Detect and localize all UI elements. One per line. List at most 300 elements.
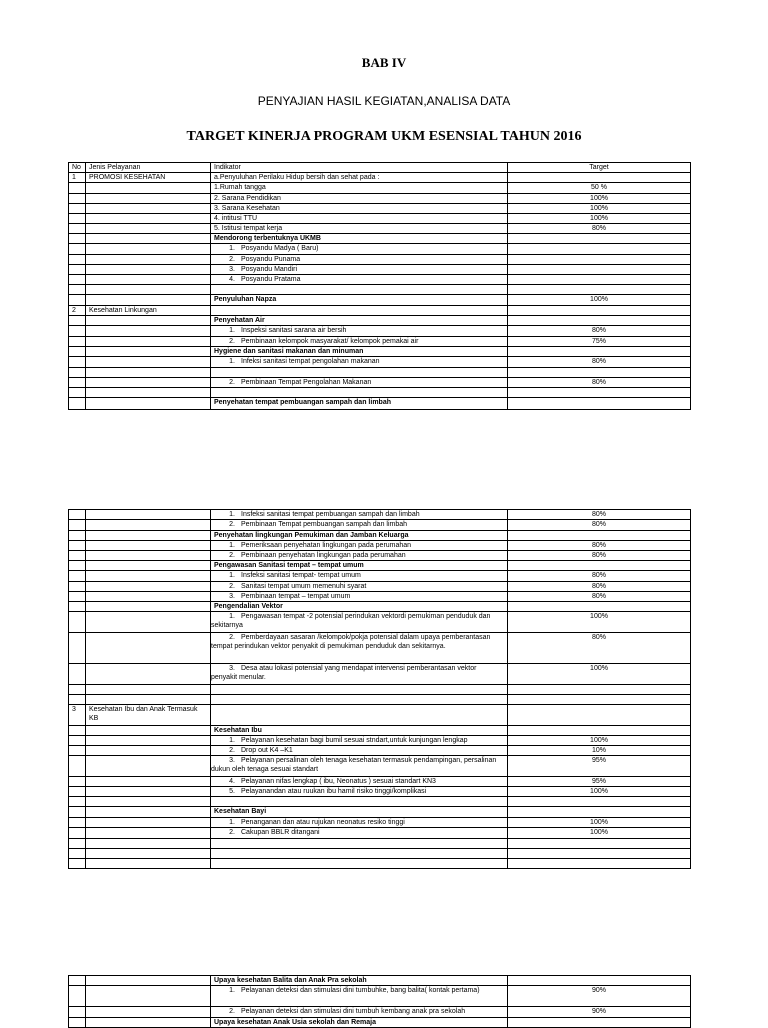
cell-indikator [211, 265, 508, 275]
cell-no [69, 337, 86, 347]
cell-indikator [211, 357, 508, 368]
cell-target: 95% [508, 756, 691, 777]
list-number: 1. [229, 819, 235, 826]
cell-target [508, 797, 691, 807]
cell-indikator: Penyehatan tempat pembuangan sampah dan limbah [211, 398, 508, 410]
cell-indikator [211, 859, 508, 869]
cell-jenis-pelayanan [86, 234, 211, 244]
table-row [69, 551, 691, 561]
list-text: Pemberdayaan sasaran /kelompok/pokja potensial dalam upaya pemberantasan tempat perindukan vektor penyakit di pemukiman penduduk dan sekitarnya. [211, 634, 491, 650]
cell-target [508, 726, 691, 736]
cell-target: 10% [508, 746, 691, 756]
table-row [69, 173, 691, 183]
cell-jenis-pelayanan [86, 756, 211, 777]
list-text: Pelayanandan atau ruukan ibu hamil risiko tinggi/komplikasi [241, 788, 427, 795]
cell-no [69, 204, 86, 214]
table-row [69, 265, 691, 275]
cell-jenis-pelayanan [86, 347, 211, 357]
cell-no [69, 520, 86, 531]
cell-no [69, 976, 86, 986]
cell-indikator [211, 664, 508, 685]
cell-no [69, 1007, 86, 1018]
cell-indikator [211, 736, 508, 746]
cell-jenis-pelayanan [86, 183, 211, 194]
cell-indikator: Pengawasan Sanitasi tempat – tempat umum [211, 561, 508, 571]
cell-jenis-pelayanan [86, 520, 211, 531]
cell-indikator: Kesehatan Ibu [211, 726, 508, 736]
list-text: Pelayanan nifas lengkap ( ibu, Neonatus ) sesuai standart KN3 [241, 778, 436, 785]
cell-indikator [211, 756, 508, 777]
cell-target: 100% [508, 204, 691, 214]
cell-no [69, 285, 86, 295]
cell-indikator [211, 244, 508, 255]
cell-no [69, 275, 86, 285]
cell-target: 80% [508, 326, 691, 337]
cell-target [508, 285, 691, 295]
list-number: 2. [229, 521, 235, 528]
cell-no [69, 357, 86, 368]
list-number: 1. [229, 245, 235, 252]
cell-jenis-pelayanan [86, 986, 211, 1007]
table-row [69, 337, 691, 347]
cell-indikator [211, 582, 508, 592]
cell-target [508, 839, 691, 849]
table-row [69, 705, 691, 726]
cell-target [508, 347, 691, 357]
cell-jenis-pelayanan [86, 571, 211, 582]
table-row [69, 726, 691, 736]
list-text: Pembinaan kelompok masyarakat/ kelompok pemakai air [241, 338, 419, 345]
cell-jenis-pelayanan [86, 664, 211, 685]
cell-jenis-pelayanan [86, 337, 211, 347]
cell-jenis-pelayanan [86, 194, 211, 204]
cell-indikator [211, 787, 508, 797]
list-text: Cakupan BBLR ditangani [241, 829, 320, 836]
cell-no [69, 295, 86, 306]
cell-jenis-pelayanan [86, 398, 211, 410]
cell-no [69, 746, 86, 756]
cell-target: 80% [508, 520, 691, 531]
cell-no [69, 561, 86, 571]
table-row [69, 244, 691, 255]
table-row [69, 541, 691, 551]
section-subtitle: PENYAJIAN HASIL KEGIATAN,ANALISA DATA [257, 94, 511, 108]
table-row [69, 787, 691, 797]
cell-jenis-pelayanan [86, 378, 211, 388]
cell-target: 80% [508, 571, 691, 582]
header-jenis-pelayanan: Jenis Pelayanan [86, 163, 211, 173]
table-row [69, 347, 691, 357]
cell-no [69, 602, 86, 612]
list-text: Sanitasi tempat umum memenuhi syarat [241, 583, 367, 590]
list-number: 2. [229, 256, 235, 263]
cell-jenis-pelayanan [86, 976, 211, 986]
cell-no [69, 756, 86, 777]
table-row [69, 839, 691, 849]
cell-indikator [211, 797, 508, 807]
table-row [69, 612, 691, 633]
table-row [69, 510, 691, 520]
cell-indikator: Hygiene dan sanitasi makanan dan minuman [211, 347, 508, 357]
list-text: Pemeriksaan penyehatan lingkungan pada perumahan [241, 542, 412, 549]
cell-indikator: Mendorong terbentuknya UKMB [211, 234, 508, 244]
cell-no [69, 726, 86, 736]
cell-indikator: Pengendalian Vektor [211, 602, 508, 612]
table-row [69, 357, 691, 368]
cell-target: 100% [508, 214, 691, 224]
cell-jenis-pelayanan [86, 275, 211, 285]
cell-target: 100% [508, 818, 691, 828]
cell-indikator [211, 777, 508, 787]
list-number: 1. [229, 737, 235, 744]
cell-no [69, 551, 86, 561]
cell-jenis-pelayanan [86, 797, 211, 807]
table-row [69, 818, 691, 828]
cell-indikator [211, 306, 508, 316]
cell-target: 100% [508, 295, 691, 306]
cell-no: 3 [69, 705, 86, 726]
cell-target [508, 255, 691, 265]
cell-indikator [211, 705, 508, 726]
list-text: Pelayanan deteksi dan stimulasi dini tumbuh kembang anak pra sekolah [241, 1008, 466, 1015]
cell-indikator [211, 368, 508, 378]
cell-target [508, 306, 691, 316]
cell-indikator: Penyuluhan Napza [211, 295, 508, 306]
list-number: 3. [229, 665, 235, 672]
cell-jenis-pelayanan [86, 244, 211, 255]
cell-no [69, 736, 86, 746]
cell-jenis-pelayanan [86, 685, 211, 695]
cell-target [508, 685, 691, 695]
cell-indikator [211, 378, 508, 388]
list-number: 1. [229, 572, 235, 579]
cell-indikator [211, 839, 508, 849]
target-table-part-1 [68, 162, 691, 410]
cell-target [508, 234, 691, 244]
table-row [69, 685, 691, 695]
table-row [69, 828, 691, 839]
list-number: 5. [229, 788, 235, 795]
header-indikator: Indikator [211, 163, 508, 173]
cell-indikator: Upaya kesehatan Balita dan Anak Pra sekolah [211, 976, 508, 986]
cell-target [508, 705, 691, 726]
cell-target [508, 173, 691, 183]
cell-target [508, 531, 691, 541]
table-row [69, 306, 691, 316]
cell-target: 100% [508, 664, 691, 685]
cell-indikator [211, 818, 508, 828]
cell-jenis-pelayanan [86, 818, 211, 828]
cell-indikator [211, 571, 508, 582]
cell-jenis-pelayanan: Kesehatan Ibu dan Anak Termasuk KB [86, 705, 211, 726]
table-row [69, 664, 691, 685]
table-row [69, 194, 691, 204]
cell-no [69, 777, 86, 787]
cell-target: 80% [508, 510, 691, 520]
table-row [69, 807, 691, 818]
cell-jenis-pelayanan: Kesehatan Linkungan [86, 306, 211, 316]
cell-target [508, 388, 691, 398]
table-row [69, 986, 691, 1007]
table-row [69, 388, 691, 398]
cell-jenis-pelayanan [86, 368, 211, 378]
cell-no [69, 214, 86, 224]
cell-indikator: 3. Sarana Kesehatan [211, 204, 508, 214]
table-row [69, 285, 691, 295]
cell-indikator [211, 612, 508, 633]
table-row [69, 520, 691, 531]
list-number: 1. [229, 613, 235, 620]
header-no: No [69, 163, 86, 173]
cell-no [69, 1018, 86, 1028]
cell-indikator [211, 685, 508, 695]
cell-no: 1 [69, 173, 86, 183]
cell-target: 100% [508, 612, 691, 633]
cell-target: 90% [508, 1007, 691, 1018]
cell-no [69, 265, 86, 275]
cell-no [69, 183, 86, 194]
cell-no [69, 612, 86, 633]
table-row [69, 326, 691, 337]
cell-target [508, 859, 691, 869]
table-row [69, 849, 691, 859]
cell-jenis-pelayanan [86, 316, 211, 326]
cell-indikator: 2. Sarana Pendidikan [211, 194, 508, 204]
list-text: Posyandu Mandiri [241, 266, 298, 273]
cell-jenis-pelayanan [86, 510, 211, 520]
cell-indikator: Penyehatan Air [211, 316, 508, 326]
table-header-row [69, 163, 691, 173]
cell-no [69, 797, 86, 807]
table-row [69, 531, 691, 541]
chapter-heading: BAB IV [361, 55, 407, 70]
cell-no [69, 316, 86, 326]
cell-jenis-pelayanan [86, 777, 211, 787]
list-text: Desa atau lokasi potensial yang mendapat intervensi pemberantasan vektor penyakit menular. [211, 665, 477, 681]
cell-indikator [211, 326, 508, 337]
list-text: Drop out K4 –K1 [241, 747, 293, 754]
cell-jenis-pelayanan [86, 561, 211, 571]
cell-jenis-pelayanan [86, 551, 211, 561]
cell-no [69, 378, 86, 388]
cell-jenis-pelayanan [86, 255, 211, 265]
table-row [69, 746, 691, 756]
table-row [69, 224, 691, 234]
list-number: 1. [229, 542, 235, 549]
cell-indikator [211, 633, 508, 664]
table-row [69, 214, 691, 224]
cell-jenis-pelayanan [86, 633, 211, 664]
cell-no [69, 571, 86, 582]
cell-jenis-pelayanan [86, 541, 211, 551]
cell-indikator [211, 255, 508, 265]
table-row [69, 1018, 691, 1028]
cell-no [69, 807, 86, 818]
table-row [69, 571, 691, 582]
cell-jenis-pelayanan [86, 285, 211, 295]
cell-jenis-pelayanan [86, 807, 211, 818]
cell-no [69, 633, 86, 664]
cell-jenis-pelayanan [86, 736, 211, 746]
cell-target: 100% [508, 736, 691, 746]
cell-jenis-pelayanan [86, 582, 211, 592]
table-row [69, 275, 691, 285]
cell-jenis-pelayanan: PROMOSI KESEHATAN [86, 173, 211, 183]
cell-target: 100% [508, 828, 691, 839]
cell-indikator: Kesehatan Bayi [211, 807, 508, 818]
cell-no [69, 244, 86, 255]
cell-jenis-pelayanan [86, 612, 211, 633]
cell-no [69, 224, 86, 234]
cell-no [69, 664, 86, 685]
cell-target [508, 275, 691, 285]
cell-target [508, 244, 691, 255]
cell-target [508, 695, 691, 705]
list-text: Pembinaan tempat – tempat umum [241, 593, 351, 600]
cell-target: 100% [508, 194, 691, 204]
cell-no [69, 326, 86, 337]
cell-target: 75% [508, 337, 691, 347]
list-number: 2. [229, 634, 235, 641]
cell-no [69, 859, 86, 869]
cell-jenis-pelayanan [86, 787, 211, 797]
table-row [69, 183, 691, 194]
cell-target [508, 976, 691, 986]
cell-target [508, 602, 691, 612]
list-number: 2. [229, 338, 235, 345]
cell-jenis-pelayanan [86, 265, 211, 275]
cell-jenis-pelayanan [86, 388, 211, 398]
cell-no [69, 695, 86, 705]
cell-no: 2 [69, 306, 86, 316]
cell-indikator [211, 520, 508, 531]
table-row [69, 695, 691, 705]
cell-target: 80% [508, 592, 691, 602]
cell-jenis-pelayanan [86, 326, 211, 337]
list-text: Posyandu Punama [241, 256, 301, 263]
header-target: Target [508, 163, 691, 173]
cell-target: 90% [508, 986, 691, 1007]
list-text: Posyandu Pratama [241, 276, 301, 283]
table-row [69, 316, 691, 326]
list-text: Pelayanan persalinan oleh tenaga kesehatan termasuk pendampingan, persalinan dukun oleh tenaga sesuai standart [211, 757, 497, 773]
table-row [69, 234, 691, 244]
cell-indikator: a.Penyuluhan Perilaku Hidup bersih dan sehat pada : [211, 173, 508, 183]
table-row [69, 398, 691, 410]
list-number: 3. [229, 757, 235, 764]
cell-jenis-pelayanan [86, 224, 211, 234]
cell-target: 50 % [508, 183, 691, 194]
cell-jenis-pelayanan [86, 695, 211, 705]
table-row [69, 582, 691, 592]
cell-indikator: Penyehatan lingkungan Pemukiman dan Jamban Keluarga [211, 531, 508, 541]
cell-jenis-pelayanan [86, 295, 211, 306]
cell-jenis-pelayanan [86, 1018, 211, 1028]
table-row [69, 368, 691, 378]
cell-jenis-pelayanan [86, 602, 211, 612]
target-table-part-2 [68, 509, 691, 869]
table-row [69, 295, 691, 306]
cell-indikator [211, 510, 508, 520]
cell-no [69, 368, 86, 378]
cell-target: 80% [508, 357, 691, 368]
cell-indikator [211, 337, 508, 347]
cell-no [69, 818, 86, 828]
cell-target [508, 1018, 691, 1028]
cell-jenis-pelayanan [86, 726, 211, 736]
table-row [69, 633, 691, 664]
table-title: TARGET KINERJA PROGRAM UKM ESENSIAL TAHUN 2016 [186, 129, 582, 144]
list-text: Insfeksi sanitasi tempat- tempat umum [241, 572, 361, 579]
cell-indikator: 4. intitusi TTU [211, 214, 508, 224]
cell-no [69, 531, 86, 541]
list-number: 1. [229, 358, 235, 365]
cell-jenis-pelayanan [86, 357, 211, 368]
cell-no [69, 388, 86, 398]
cell-target: 95% [508, 777, 691, 787]
list-number: 2. [229, 1008, 235, 1015]
list-text: Penanganan dan atau rujukan neonatus resiko tinggi [241, 819, 405, 826]
cell-indikator: 1.Rumah tangga [211, 183, 508, 194]
list-number: 2. [229, 747, 235, 754]
cell-jenis-pelayanan [86, 214, 211, 224]
cell-indikator [211, 275, 508, 285]
cell-jenis-pelayanan [86, 746, 211, 756]
list-text: Pembinaan Tempat Pengolahan Makanan [241, 379, 372, 386]
table-row [69, 797, 691, 807]
cell-no [69, 582, 86, 592]
table-row [69, 859, 691, 869]
cell-indikator: 5. Istitusi tempat kerja [211, 224, 508, 234]
table-row [69, 592, 691, 602]
cell-jenis-pelayanan [86, 592, 211, 602]
cell-target: 80% [508, 541, 691, 551]
table-row [69, 1007, 691, 1018]
cell-jenis-pelayanan [86, 531, 211, 541]
cell-indikator [211, 746, 508, 756]
cell-jenis-pelayanan [86, 849, 211, 859]
list-text: Insfeksi sanitasi tempat pembuangan sampah dan limbah [241, 511, 420, 518]
list-number: 3. [229, 593, 235, 600]
cell-target [508, 316, 691, 326]
cell-indikator [211, 541, 508, 551]
cell-no [69, 347, 86, 357]
cell-target: 80% [508, 633, 691, 664]
list-number: 1. [229, 987, 235, 994]
cell-target: 80% [508, 551, 691, 561]
list-text: Pembinaan penyehatan lingkungan pada perumahan [241, 552, 406, 559]
cell-indikator: Upaya kesehatan Anak Usia sekolah dan Remaja [211, 1018, 508, 1028]
table-row [69, 756, 691, 777]
list-text: Pelayanan deteksi dan stimulasi dini tumbuhke, bang balita( kontak pertama) [241, 987, 480, 994]
list-text: Pelayanan kesehatan bagi bumil sesuai stndart,untuk kunjungan lengkap [241, 737, 468, 744]
cell-target [508, 398, 691, 410]
list-text: Posyandu Madya ( Baru) [241, 245, 319, 252]
cell-jenis-pelayanan [86, 1007, 211, 1018]
cell-no [69, 194, 86, 204]
cell-jenis-pelayanan [86, 828, 211, 839]
target-table-part-3 [68, 975, 691, 1028]
list-number: 1. [229, 511, 235, 518]
cell-indikator [211, 285, 508, 295]
table-row [69, 378, 691, 388]
table-row [69, 602, 691, 612]
cell-no [69, 255, 86, 265]
list-number: 2. [229, 552, 235, 559]
list-number: 3. [229, 266, 235, 273]
cell-target [508, 561, 691, 571]
cell-no [69, 849, 86, 859]
